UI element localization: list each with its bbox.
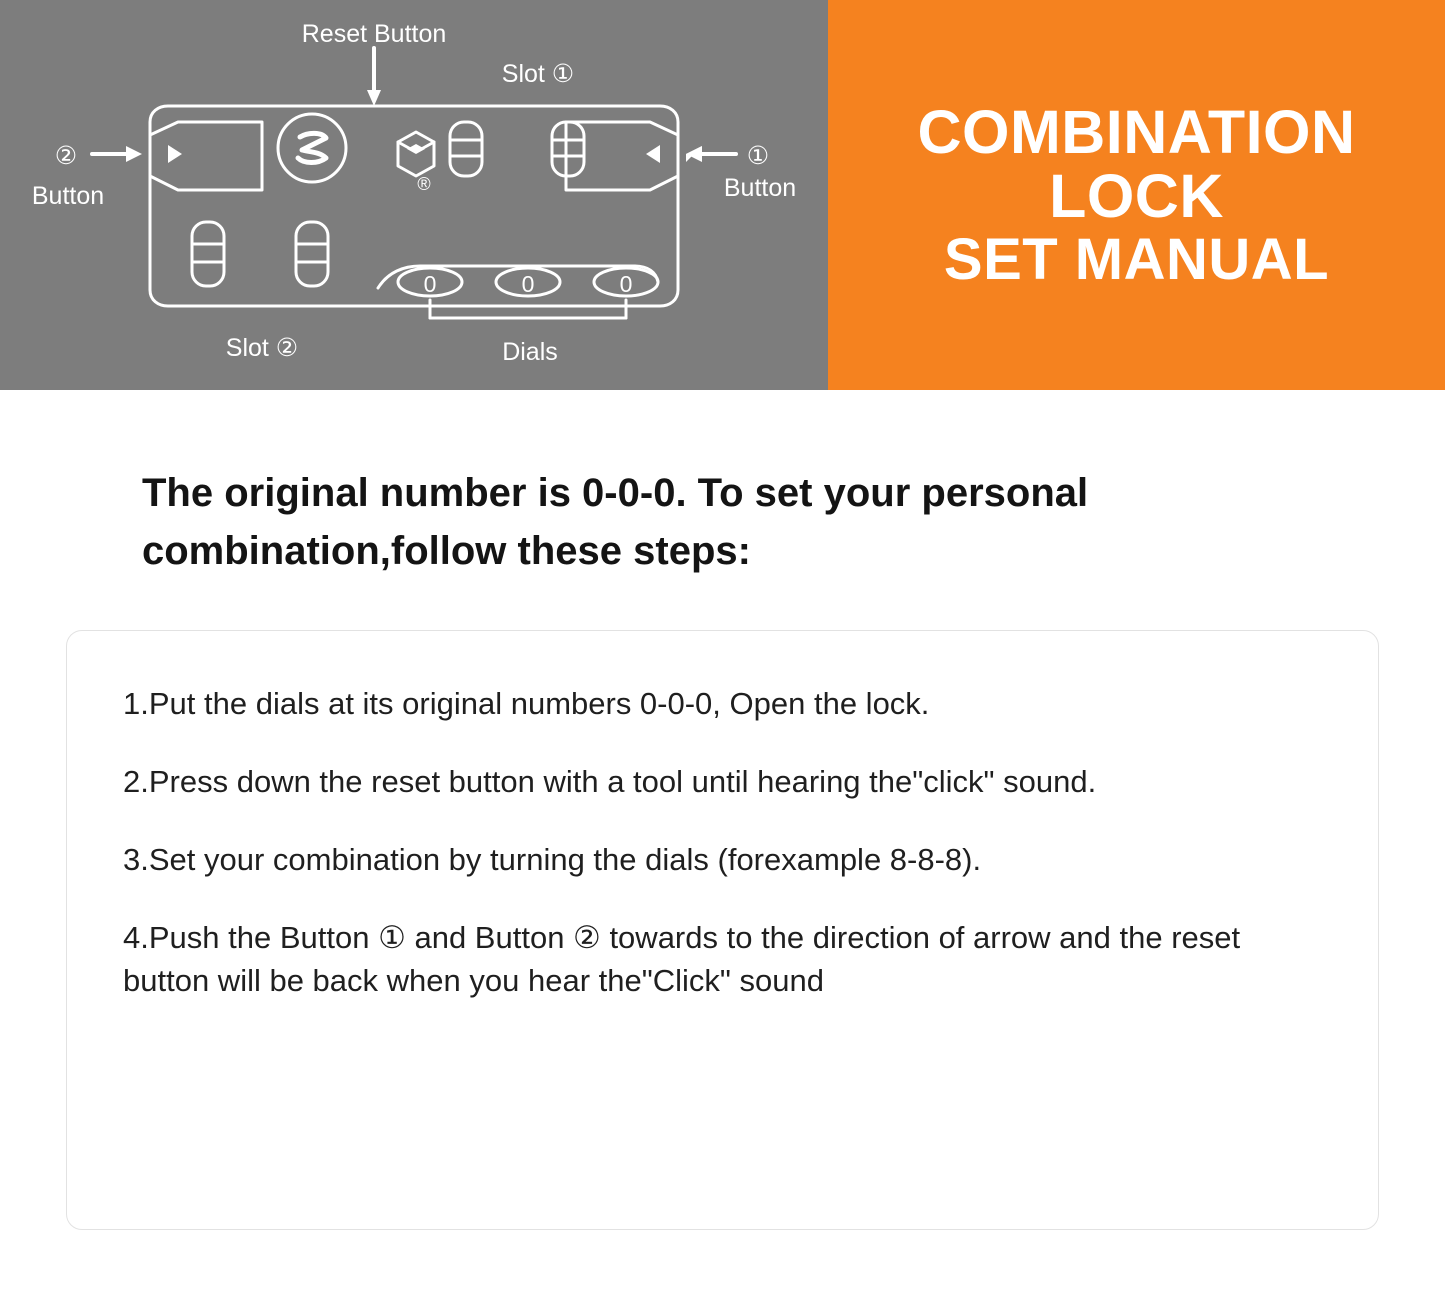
top-banner — [0, 0, 1445, 390]
tsa-registered-mark: ® — [417, 174, 431, 194]
title-line-3: SET MANUAL — [943, 226, 1330, 292]
diagram-label-button-1-word: Button — [723, 174, 797, 202]
step-item: 4.Push the Button ① and Button ② towards to the direction of arrow and the reset button will be back when you hear the"Click" sound — [123, 920, 1241, 998]
dial-value-3: 0 — [619, 271, 633, 297]
steps-card — [66, 630, 1379, 1230]
step-item: 1.Put the dials at its original numbers 0-0-0, Open the lock. — [123, 686, 930, 721]
lock-diagram — [0, 0, 828, 390]
title-line-1: COMBINATION — [917, 97, 1356, 166]
diagram-label-slot-2: Slot ② — [225, 334, 299, 362]
dial-value-1: 0 — [423, 271, 437, 297]
diagram-label-slot-1: Slot ① — [501, 60, 575, 88]
diagram-label-button-1-number: ① — [746, 142, 770, 170]
lock-diagram-pane — [0, 0, 828, 390]
title-line-2: LOCK — [1049, 162, 1224, 231]
diagram-label-reset-button: Reset Button — [301, 20, 447, 48]
page-heading: The original number is 0-0-0. To set your personal combination,follow these steps: — [142, 471, 1089, 573]
diagram-label-button-2-word: Button — [31, 182, 105, 210]
step-item: 3.Set your combination by turning the dials (forexample 8-8-8). — [123, 842, 982, 878]
diagram-label-button-2-number: ② — [54, 142, 78, 170]
diagram-label-dials: Dials — [502, 338, 558, 366]
title-pane — [828, 0, 1445, 390]
step-item: 2.Press down the reset button with a tool until hearing the"click" sound. — [123, 764, 1097, 800]
dial-value-2: 0 — [521, 271, 535, 297]
